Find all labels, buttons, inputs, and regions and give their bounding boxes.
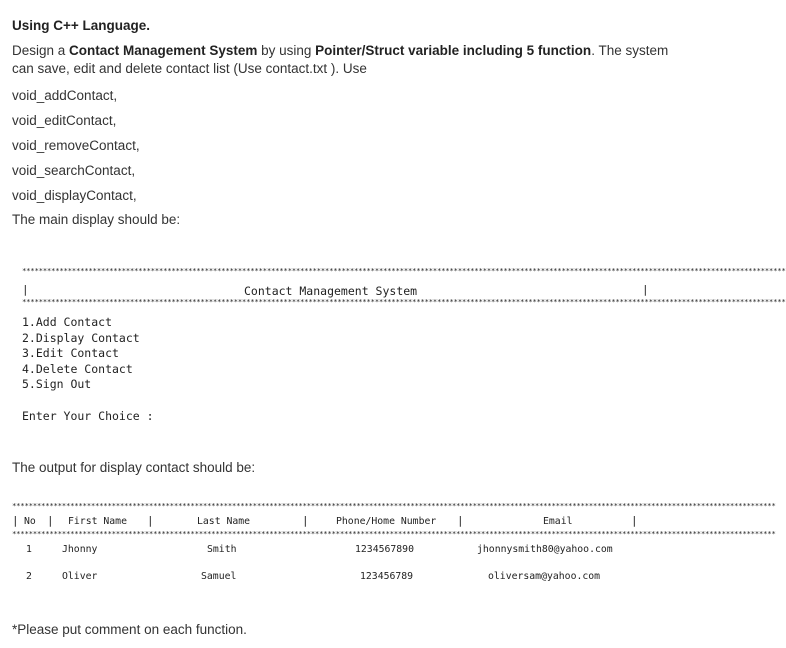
menu-title: Contact Management System [244,284,418,298]
column-header-email: Email [543,516,573,527]
menu-border-left: | [22,283,29,296]
table-separator: | [47,514,54,527]
menu-item-delete: 4.Delete Contact [22,362,133,376]
table-border-header: **************************************************************************************************************************************************************************************** [12,529,776,538]
description-text: Design a [12,43,70,58]
heading: Using C++ Language. [12,18,151,33]
function-item: void_addContact, [12,88,118,103]
function-item: void_removeContact, [12,138,140,153]
column-header-no: No [24,516,36,527]
menu-item-add: 1.Add Contact [22,315,113,329]
column-header-phone: Phone/Home Number [336,516,437,527]
table-cell-phone: 123456789 [360,571,414,582]
menu-item-signout: 5.Sign Out [22,377,92,391]
column-header-first-name: First Name [68,516,127,527]
function-item: void_searchContact, [12,163,136,178]
menu-border-top: **************************************************************************************************************************************************************************************** [22,266,786,275]
description [12,42,682,78]
menu-border-right: | [642,283,649,296]
table-cell-no: 2 [26,571,32,582]
function-item: void_editContact, [12,113,117,128]
footnote: *Please put comment on each function. [12,622,247,637]
table-separator: | [12,514,19,527]
table-cell-last-name: Smith [207,544,237,555]
description-bold-pointer: Pointer/Struct variable including 5 function [315,43,592,58]
description-text: by using [257,43,316,58]
description-text: . The system can save, edit and delete contact list (Use contact.txt ). Use [12,43,669,76]
table-cell-last-name: Samuel [201,571,237,582]
table-border-top: **************************************************************************************************************************************************************************************** [12,501,776,510]
menu-item-display: 2.Display Contact [22,331,140,345]
function-item: void_displayContact, [12,188,137,203]
description-bold-system: Contact Management System [69,43,258,58]
table-separator: | [457,514,464,527]
table-cell-phone: 1234567890 [355,544,414,555]
menu-item-edit: 3.Edit Contact [22,346,119,360]
table-separator: | [302,514,309,527]
menu-prompt: Enter Your Choice : [22,409,154,423]
table-cell-first-name: Jhonny [62,544,98,555]
table-separator: | [147,514,154,527]
table-cell-email: oliversam@yahoo.com [488,571,601,582]
table-cell-first-name: Oliver [62,571,98,582]
table-cell-email: jhonnysmith80@yahoo.com [477,544,613,555]
output-label: The output for display contact should be: [12,460,256,475]
menu-border-bottom: **************************************************************************************************************************************************************************************** [22,297,786,306]
main-display-label: The main display should be: [12,212,181,227]
table-separator: | [631,514,638,527]
column-header-last-name: Last Name [197,516,251,527]
table-cell-no: 1 [26,544,32,555]
